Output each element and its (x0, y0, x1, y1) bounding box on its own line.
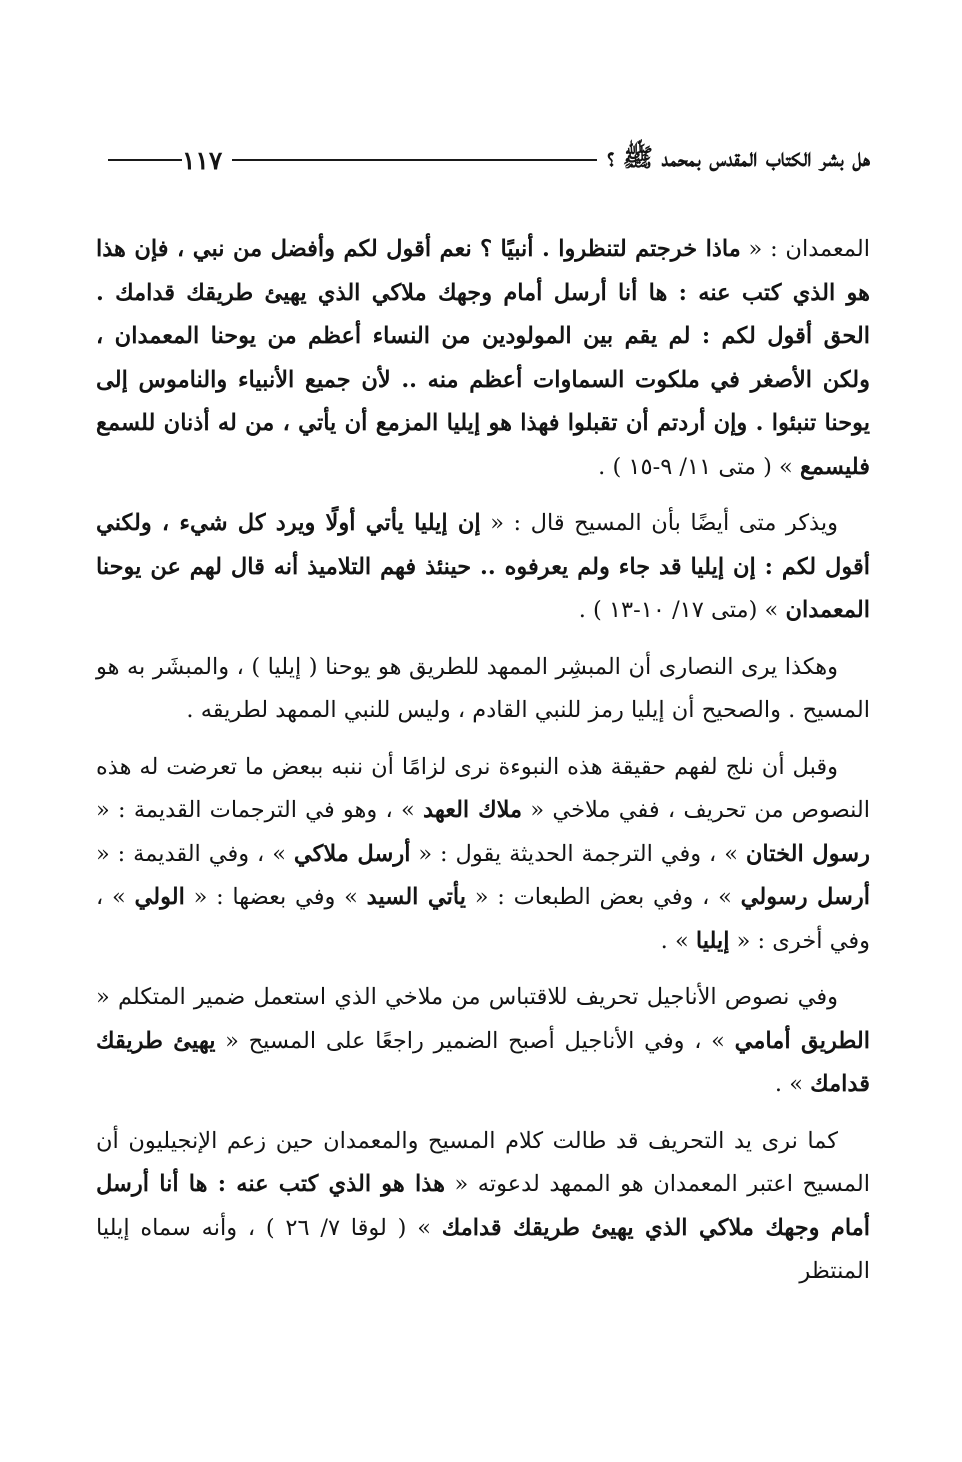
text-run: » ، وفي الأناجيل أصبح الضمير راجعًا على المسيح « (215, 1027, 735, 1054)
text-run: » . (774, 1071, 811, 1097)
quoted-text: يهيئ طريقك قدامك (96, 1027, 870, 1097)
paragraph (96, 228, 870, 489)
text-run: » ، وفي أخرى : « (96, 884, 870, 954)
text-run: » (متى ١٧/ ١٠-١٣ ) . (578, 597, 786, 623)
text-run: المعمدان : « (740, 236, 870, 262)
text-run: كما نرى يد التحريف قد طالت كلام المسيح والمعمدان حين زعم الإنجيليون أن المسيح اعتبر المعمدان هو الممهد لدعوته « (96, 1127, 870, 1197)
text-run: » ( لوقا ٧/ ٢٦ ) ، وأنه سماه إيليا المنتظر (96, 1214, 870, 1284)
text-run: » . (660, 927, 696, 954)
quoted-text: الطريق أمامي (734, 1027, 870, 1054)
quoted-text: يأتي السيد (366, 884, 466, 910)
header-rule (232, 159, 597, 161)
text-run: وقبل أن نلج لفهم حقيقة هذه النبوءة نرى لزامًا أن ننبه ببعض ما تعرضت له هذه النصوص من تحريف ، ففي ملاخي « (96, 753, 871, 823)
quoted-text: الولي (134, 884, 185, 910)
quoted-text: رسول الختان (745, 840, 870, 867)
quoted-text: إيليا (695, 927, 730, 954)
body-text (96, 228, 870, 1307)
running-title: هل بشر الكتاب المقدس بمحمد ﷺ ؟ (607, 142, 870, 172)
header-rule-end (108, 159, 182, 161)
quoted-text: أرسل ملاكي (293, 840, 411, 867)
paragraph (96, 646, 870, 733)
text-run: » ، وهو في الترجمات القديمة : « (96, 797, 424, 823)
text-run: » ، وفي القديمة : « (96, 840, 294, 867)
quoted-text: ماذا خرجتم لتنظروا . أنبيًا ؟ نعم أقول لكم وأفضل من نبي ، فإن هذا هو الذي كتب عنه : ها أنا أرسل أمام وجهك ملاكي الذي يهيئ طريقك قدامك . الحق أقول لكم : لم يقم بين المولودين من النساء أعظم من يوحنا المعمدان ، ولكن الأصغر في ملكوت السماوات أعظم منه .. لأن جميع الأنبياء والناموس إلى يوحنا تنبئوا . وإن أردتم أن تقبلوا فهذا هو إيليا المزمع أن يأتي ، من له أذنان للسمع فليسمع (96, 236, 870, 480)
text-run: وفي نصوص الأناجيل تحريف للاقتباس من ملاخي الذي استعمل ضمير المتكلم « (96, 984, 838, 1010)
quoted-text: هذا هو الذي كتب عنه : ها أنا أرسل أمام وجهك ملاكي الذي يهيئ طريقك قدامك (96, 1171, 871, 1241)
page-header (96, 140, 870, 180)
text-run: » ( متى ١١/ ٩-١٥ ) . (598, 453, 800, 480)
paragraph (96, 746, 870, 964)
paragraph (96, 976, 870, 1107)
page-number: ١١٧ (182, 145, 223, 175)
quoted-text: إن إيليا يأتي أولًا ويرد كل شيء ، ولكني أقول لكم : إن إيليا قد جاء ولم يعرفوه .. حينئذ فهم التلاميذ أنه قال لهم عن يوحنا المعمدان (96, 510, 870, 623)
text-run: وهكذا يرى النصارى أن المبشِر الممهد للطريق هو يوحنا ( إيليا ) ، والمبشَر به هو المسيح . والصحيح أن إيليا رمز للنبي القادم ، وليس للنبي الممهد لطريقه . (96, 653, 870, 723)
paragraph (96, 1120, 870, 1294)
text-run: » ، وفي الترجمة الحديثة يقول : « (410, 840, 746, 867)
paragraph (96, 502, 870, 633)
text-run: » ، وفي بعض الطبعات : « (466, 884, 741, 910)
text-run: ويذكر متى أيضًا بأن المسيح قال : « (480, 510, 838, 536)
text-run: » وفي بعضها : « (184, 884, 367, 910)
quoted-text: أرسل رسولي (740, 884, 870, 910)
quoted-text: ملاك العهد (423, 797, 523, 823)
